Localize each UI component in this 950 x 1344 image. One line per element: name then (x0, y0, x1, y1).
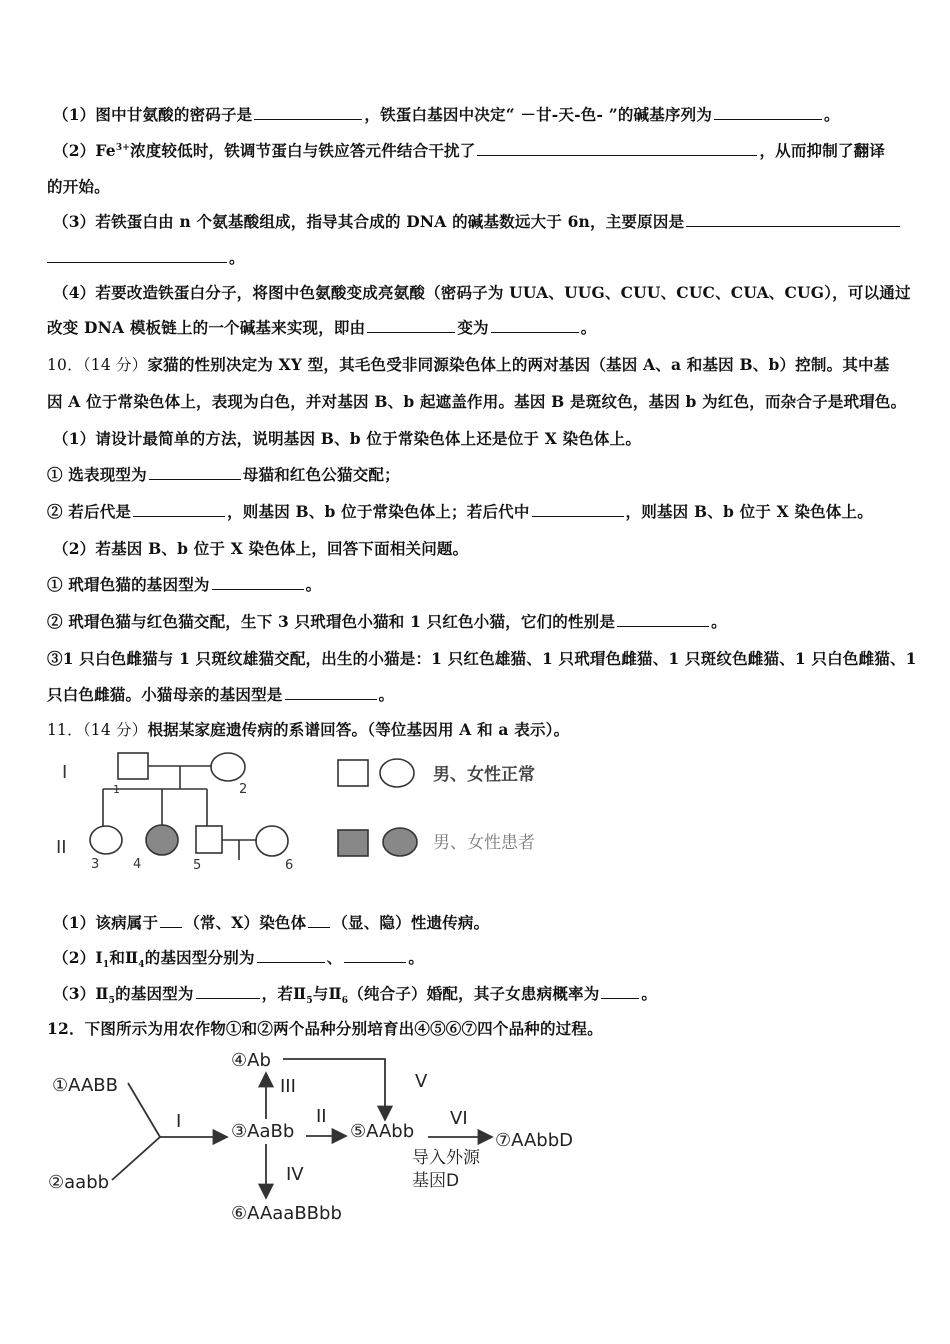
q10-part1-2 (47, 500, 905, 522)
q9-p4-text-b: 改变 DNA 模板链上的一个碱基来实现，即由 (47, 318, 366, 337)
generation-2-label: II (56, 837, 67, 858)
q10-part2-3: ③1 只白色雌猫与 1 只斑纹雄猫交配，出生的小猫是：1 只红色雄猫、1 只玳瑁色雌猫、1 只斑纹色雌猫、1 只白色雌猫、1 (47, 649, 917, 668)
answer-blank[interactable] (344, 948, 406, 963)
q9-p3-text-b: 。 (229, 248, 245, 267)
q11-p2-text-a: （2）Ⅰ (53, 948, 103, 967)
q10-part2-1 (47, 573, 905, 595)
q11-p2-sub2: 4 (138, 960, 145, 971)
step-1-label: I (176, 1111, 182, 1132)
q10-part2: （2）若基因 B、b 位于 X 染色体上，回答下面相关问题。 (53, 539, 469, 558)
individual-2-label: 2 (239, 782, 248, 797)
answer-blank[interactable] (149, 465, 241, 480)
q10-p1-1-text-b: 母猫和红色公猫交配； (242, 465, 400, 484)
q9-p2-superscript: 3+ (115, 142, 131, 153)
q9-p4-text-c: 变为 (457, 318, 489, 337)
step-6-label: VI (450, 1108, 468, 1129)
q11-part2 (53, 946, 905, 970)
q11-p2-text-e: 。 (408, 948, 425, 967)
answer-blank[interactable] (196, 984, 260, 999)
q10-p2-2-text-a: ② 玳瑁色猫与红色猫交配，生下 3 只玳瑁色小猫和 1 只红色小猫，它们的性别是 (47, 612, 616, 631)
q9-p1-text-a: （1）图中甘氨酸的密码子是 (53, 105, 253, 124)
individual-4-label: 4 (133, 857, 142, 872)
q11-p1-text-c: （显、隐）性遗传病。 (332, 913, 490, 932)
legend-male-affected (338, 830, 368, 856)
q10-part2-3-cont (47, 683, 905, 705)
q10-part1: （1）请设计最简单的方法，说明基因 B、b 位于常染色体上还是位于 X 染色体上。 (53, 429, 642, 448)
q11-part3 (53, 982, 905, 1006)
individual-6-label: 6 (285, 858, 294, 873)
individual-5-male-normal (196, 826, 222, 853)
q10-part1-1 (47, 463, 905, 485)
q10-number: 10． (47, 356, 83, 374)
answer-blank[interactable] (308, 913, 330, 928)
q11-p3-text-d: 与Ⅱ (312, 984, 342, 1003)
q9-p3-text-a: （3）若铁蛋白由 n 个氨基酸组成，指导其合成的 DNA 的碱基数远大于 6n，主要原因是 (53, 212, 685, 231)
node-2-label: ②aabb (48, 1172, 110, 1193)
q9-p1-text-b: ，铁蛋白基因中决定“ －甘-天-色- ”的碱基序列为 (364, 105, 713, 124)
q11-p3-sub3: 6 (341, 996, 349, 1007)
q11-text-a: 根据某家庭遗传病的系谱回答。（等位基因用 A 和 a 表示）。 (147, 720, 570, 739)
individual-1-male-normal (118, 753, 148, 779)
note-line-2: 基因D (412, 1171, 460, 1191)
q9-part4-cont (47, 316, 905, 338)
q10-p1-2-text-b: ，则基因 B、b 位于常染色体上；若后代中 (227, 502, 530, 521)
q10-p2-1-text-a: ① 玳瑁色猫的基因型为 (47, 575, 210, 594)
answer-blank[interactable] (532, 502, 624, 517)
answer-blank[interactable] (160, 913, 182, 928)
answer-blank[interactable] (686, 212, 900, 227)
step-5-label: V (415, 1071, 428, 1092)
breeding-diagram (0, 1040, 950, 1230)
q11-score: （14 分） (82, 721, 148, 739)
step-4-label: IV (286, 1164, 304, 1185)
step-3-label: III (280, 1076, 296, 1097)
individual-3-female-normal (90, 826, 122, 854)
q11-p2-text-d: 、 (326, 948, 343, 967)
answer-blank[interactable] (617, 612, 709, 627)
cross-line-1 (128, 1083, 160, 1137)
q11-p2-text-c: 的基因型分别为 (144, 948, 255, 967)
answer-blank[interactable] (254, 105, 362, 120)
individual-6-female-normal (256, 826, 288, 856)
answer-blank[interactable] (47, 248, 227, 263)
legend-male-normal (338, 760, 368, 786)
q9-p4-text-d: 。 (580, 318, 597, 337)
q11-number: 11． (47, 721, 83, 739)
node-3-label: ③AaBb (231, 1121, 295, 1142)
node-4-label: ④Ab (231, 1050, 271, 1071)
q11-p3-text-c: ，若Ⅱ (261, 984, 307, 1003)
q11-part1 (53, 911, 905, 933)
individual-3-label: 3 (91, 857, 100, 872)
q10-score: （14 分） (82, 356, 148, 374)
answer-blank[interactable] (133, 502, 225, 517)
q10-p1-2-text-c: ，则基因 B、b 位于 X 染色体上。 (625, 502, 873, 521)
cross-line-2 (112, 1137, 160, 1180)
node-6-label: ⑥AAaaBBbb (231, 1203, 342, 1224)
q11-p2-text-b: 和Ⅱ (109, 948, 139, 967)
node-7-label: ⑦AAbbD (495, 1130, 573, 1151)
q9-part2-cont: 的开始。 (47, 177, 110, 196)
q9-part3 (53, 210, 905, 232)
legend-female-normal (380, 759, 414, 787)
step-2-label: II (316, 1106, 327, 1127)
q10-p2-2-text-b: 。 (711, 612, 727, 631)
q11-p3-sub1: 5 (108, 996, 116, 1007)
q10-text-a: 家猫的性别决定为 XY 型，其毛色受非同源染色体上的两对基因（基因 A、a 和基因 B、b）控制。其中基 (147, 355, 890, 374)
arrow-step-5 (283, 1059, 385, 1120)
legend-affected-label: 男、女性患者 (433, 833, 535, 853)
q10-p2-3-text-b: 只白色雌猫。小猫母亲的基因型是 (47, 685, 283, 704)
q11-p3-text-f: 。 (641, 984, 658, 1003)
individual-5-label: 5 (193, 858, 202, 873)
legend-female-affected (383, 828, 417, 856)
q11-p3-text-b: 的基因型为 (115, 984, 194, 1003)
q12-heading: 12．下图所示为用农作物①和②两个品种分别培育出④⑤⑥⑦四个品种的过程。 (47, 1019, 603, 1038)
q10-heading (47, 353, 905, 375)
q9-part4: （4）若要改造铁蛋白分子，将图中色氨酸变成亮氨酸（密码子为 UUA、UUG、CUU、CUC、CUA、CUG），可以通过 (53, 283, 911, 302)
note-line-1: 导入外源 (412, 1148, 480, 1168)
answer-blank[interactable] (257, 948, 325, 963)
q11-p3-text-e: （纯合子）婚配，其子女患病概率为 (348, 984, 600, 1003)
individual-1-label: 1 (113, 783, 120, 796)
q10-part2-2 (47, 610, 905, 632)
node-5-label: ⑤AAbb (350, 1121, 415, 1142)
individual-4-female-affected (146, 825, 178, 855)
q10-p2-3-text-c: 。 (378, 685, 395, 704)
pedigree-chart (0, 740, 950, 890)
answer-blank[interactable] (601, 984, 639, 999)
answer-blank[interactable] (285, 685, 377, 700)
q11-p1-text-a: （1）该病属于 (53, 913, 159, 932)
answer-blank[interactable] (491, 318, 579, 333)
q9-part2 (53, 139, 905, 161)
q9-p2-text-a: （2）Fe (53, 141, 116, 160)
q10-p1-1-text-a: ① 选表现型为 (47, 465, 147, 484)
q10-p1-2-text-a: ② 若后代是 (47, 502, 132, 521)
node-1-label: ①AABB (52, 1075, 118, 1096)
q11-p3-sub2: 5 (306, 996, 313, 1007)
individual-2-female-normal (211, 753, 245, 781)
q9-p1-text-c: 。 (824, 105, 840, 124)
q11-p3-text-a: （3）Ⅱ (53, 984, 109, 1003)
q10-p2-1-text-b: 。 (305, 575, 322, 594)
answer-blank[interactable] (477, 141, 757, 156)
q11-p1-text-b: （常、X）染色体 (184, 913, 307, 932)
answer-blank[interactable] (714, 105, 822, 120)
answer-blank[interactable] (367, 318, 455, 333)
q11-p2-sub1: 1 (102, 960, 110, 971)
q9-part3-cont (47, 246, 905, 268)
legend-normal-label: 男、女性正常 (433, 765, 535, 785)
q9-p2-text-b: 浓度较低时，铁调节蛋白与铁应答元件结合干扰了 (130, 141, 476, 160)
q9-part1 (53, 103, 905, 125)
generation-1-label: I (62, 762, 68, 783)
answer-blank[interactable] (212, 575, 304, 590)
q11-heading (47, 718, 905, 740)
q9-p2-text-c: ，从而抑制了翻译 (759, 141, 886, 160)
q10-heading-cont: 因 A 位于常染色体上，表现为白色，并对基因 B、b 起遮盖作用。基因 B 是斑纹色，基因 b 为红色，而杂合子是玳瑁色。 (47, 392, 907, 411)
